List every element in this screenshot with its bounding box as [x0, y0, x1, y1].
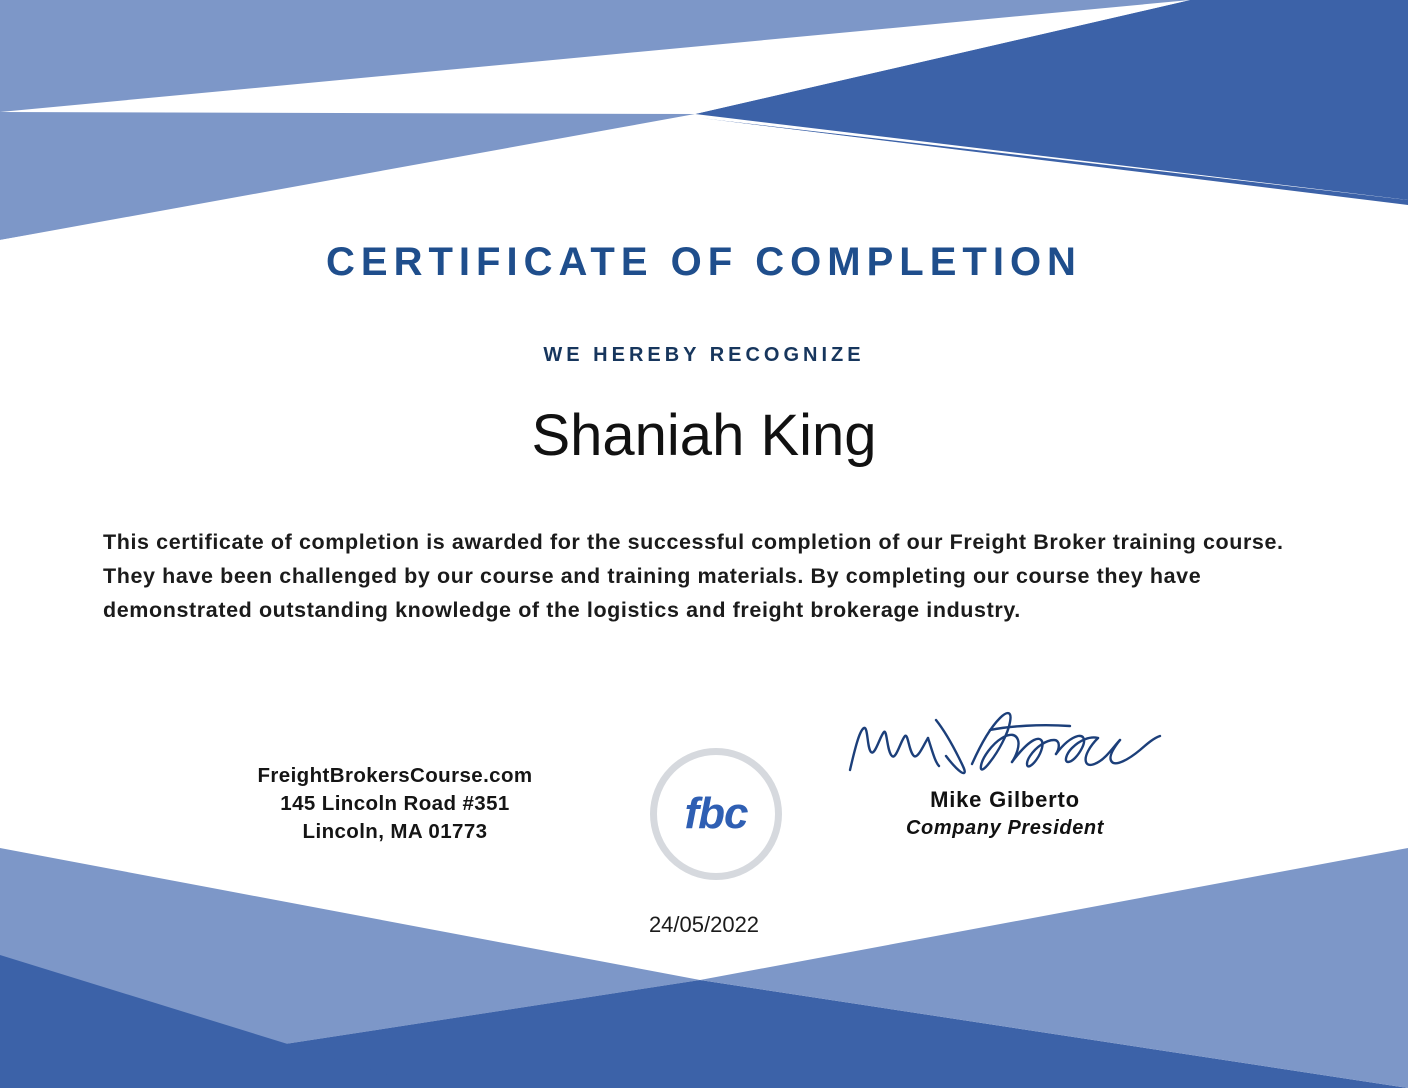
fbc-logo [650, 748, 782, 880]
signer-name: Mike Gilberto [930, 787, 1080, 812]
issuer-address-line1: 145 Lincoln Road #351 [280, 792, 510, 815]
recognition-label: WE HEREBY RECOGNIZE [543, 344, 865, 366]
issue-date [0, 912, 1408, 938]
issue-date-value: 24/05/2022 [648, 912, 760, 937]
logo-wordmark: fbc [684, 789, 748, 838]
issuer-address [150, 762, 640, 846]
issuer-address-line2: Lincoln, MA 01773 [302, 820, 488, 843]
certificate-body-text: This certificate of completion is awarded for the successful completion of our Freight Broker training course. They have been challenged by our course and training materials. By completing our course they have demonstrated outstanding knowledge of the logistics and freight brokerage industry. [103, 530, 1284, 622]
signature-icon [840, 700, 1170, 785]
recipient-name: Shaniah King [531, 403, 877, 468]
signature-block [820, 700, 1190, 840]
signer-role: Company President [905, 817, 1105, 839]
page-title: CERTIFICATE OF COMPLETION [326, 240, 1082, 284]
issuer-website: FreightBrokersCourse.com [257, 764, 533, 787]
